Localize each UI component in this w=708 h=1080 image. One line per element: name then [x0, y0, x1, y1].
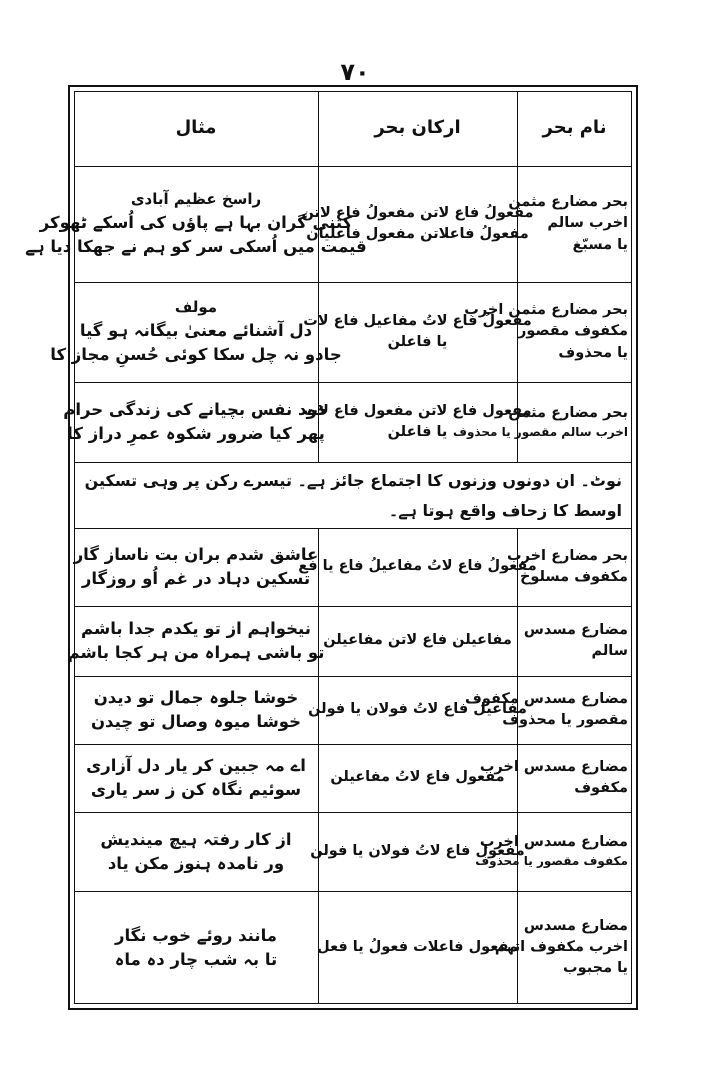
meter-name-line: مضارع مسدس اخرب	[479, 758, 628, 775]
example-verse	[74, 812, 318, 891]
meter-name-line: مکفوف مقصور یا محذوف	[475, 854, 628, 869]
verse-line: ور نامدہ ہنوز مکن یاد	[107, 853, 285, 873]
verse-line: خود نفس بچیانے کی زندگی حرام	[63, 400, 329, 420]
meter-feet	[318, 891, 517, 1004]
meter-feet	[318, 606, 517, 676]
verse-line: پھر کیا ضرور شکوہ عمرِ دراز کا	[67, 424, 325, 443]
meter-name-line: اخرب مکفوف اتہم	[494, 938, 628, 955]
poet-name: راسخ عظیم آبادی	[130, 190, 262, 209]
verse-line: سوئیم نگاہ کن ز سر یاری	[90, 780, 302, 799]
verse-line: اے مہ جبین کر یار دل آزاری	[86, 756, 306, 776]
meter-feet	[310, 812, 525, 891]
footnote: نوٹ۔ ان دونوں وزنوں کا اجتماع جائز ہے۔ تیسرے رکن پر وہی تسکین اوسط کا زحاف واقع ہوتا ہے۔	[84, 471, 622, 521]
meter-feet-line: مفعولُ فاع لاتن مفعولُ فاع لاتن	[301, 204, 534, 221]
verse-line: کتنی گران بہا ہے پاؤں کی اُسکے ٹھوکر	[39, 212, 353, 232]
header-example: مثال	[175, 117, 217, 139]
meter-name	[465, 676, 632, 744]
meter-name	[475, 812, 632, 891]
verse-line: مانند روئے خوب نگار	[114, 925, 278, 945]
meter-name	[508, 166, 632, 282]
meter-feet	[303, 282, 532, 382]
meter-name-line: مکفوف	[574, 780, 628, 796]
verse-line: نیخواہم از تو یکدم جدا باشم	[81, 619, 311, 639]
verse-line: قیمت میں اُسکی سر کو ہم نے جھکا دیا ہے	[25, 236, 367, 256]
meter-name	[494, 891, 632, 1004]
verse-line: جادو نہ چل سکا کوئی حُسنِ مجاز کا	[50, 344, 342, 364]
verse-line: تو باشی ہمراہ من ہر کجا باشم	[67, 643, 325, 662]
meter-feet	[318, 744, 517, 812]
example-verse	[74, 528, 318, 606]
meter-name-line: سالم	[591, 643, 628, 659]
meter-feet-line: مفعول فاعلات فعولُ یا فعل	[317, 938, 518, 955]
example-verse	[74, 676, 318, 744]
example-verse	[74, 744, 318, 812]
meter-feet-line: یا فاعلن	[387, 334, 448, 350]
meter-name	[479, 744, 632, 812]
meter-feet-line: مفاعیل فاع لاتُ فولان یا فولن	[308, 701, 527, 718]
meter-name-line: بحر مضارع اخرب	[507, 547, 628, 564]
meter-feet-line: مفعولُ فاع لاتُ مفاعیل فاع لات	[303, 312, 532, 329]
meter-name	[464, 282, 632, 382]
meter-feet-line: مفعول فاع لاتن مفعول فاع لات	[303, 402, 532, 419]
meter-name-line: یا محذوف	[558, 344, 628, 361]
verse-line: خوشا جلوہ جمال تو دیدن	[93, 688, 299, 708]
meter-name-line: مکفوف مقصور	[518, 323, 628, 340]
meter-name-line: مضارع مسدس مکفوف	[465, 690, 628, 707]
meters-table	[25, 91, 632, 1004]
meter-name	[453, 382, 632, 462]
example-verse	[67, 606, 325, 676]
meter-name-line: اخرب سالم مقصور یا محذوف	[453, 424, 628, 439]
header-meter-name: نام بحر	[542, 117, 607, 139]
meter-name-line: بحر مضارع مثمن اخرب	[464, 302, 628, 319]
verse-line: از کار رفتہ ہیچ میندیش	[100, 829, 292, 849]
meter-feet	[298, 528, 537, 606]
example-verse	[74, 891, 318, 1004]
meter-feet-line: مفعول فاع لاتُ مفاعیلن	[330, 769, 505, 786]
poet-name: مولف	[174, 298, 218, 317]
meter-feet-line: مفعولُ فاعلاتن مفعول فاعلیان	[306, 226, 529, 242]
example-verse	[63, 382, 329, 462]
verse-line: دل آشنائے معنیٰ بیگانہ ہو گیا	[79, 320, 313, 340]
meter-name-line: مضارع مسدس اخرب	[479, 834, 628, 851]
meter-name-line: مضارع مسدس	[523, 621, 628, 638]
header-meter-feet: ارکان بحر	[374, 117, 461, 139]
page-number: ۷۰	[340, 58, 370, 86]
verse-line: عاشق شدم بران بت ناساز گار	[73, 545, 319, 565]
verse-line: تسکین دہاد در غم اُو روزگار	[81, 569, 311, 588]
example-verse	[50, 282, 342, 382]
meter-feet-line: مفعول فاع لاتُ فولان یا فولن	[310, 842, 525, 859]
verse-line: خوشا میوہ وصال تو چیدن	[90, 712, 302, 731]
example-verse	[25, 166, 367, 282]
verse-line: تا بہ شب چار دہ ماہ	[114, 949, 278, 969]
meter-name-line: بحر مضارع مثمن	[508, 404, 628, 421]
meter-feet	[308, 676, 527, 744]
meter-name-line: مضارع مسدس	[523, 917, 628, 934]
meter-feet-line: یا فاعلن	[387, 424, 448, 440]
meter-name-line: یا مجبوب	[563, 960, 628, 976]
meter-name-line: مکفوف مسلوخ	[519, 569, 628, 585]
meter-name-line: یا مسبّغ	[572, 236, 628, 253]
meter-name-line: بحر مضارع مثمن	[508, 194, 628, 211]
meter-feet-line: مفاعیلن فاع لاتن مفاعیلن	[323, 632, 512, 649]
meter-feet-line: مفعولُ فاع لاتُ مفاعیلُ فاع یا فع	[298, 558, 537, 575]
meter-name-line: اخرب سالم	[547, 215, 628, 232]
meter-name-line: مقصور یا محذوف	[502, 712, 628, 728]
meter-name	[517, 606, 632, 676]
meter-feet	[303, 382, 532, 462]
